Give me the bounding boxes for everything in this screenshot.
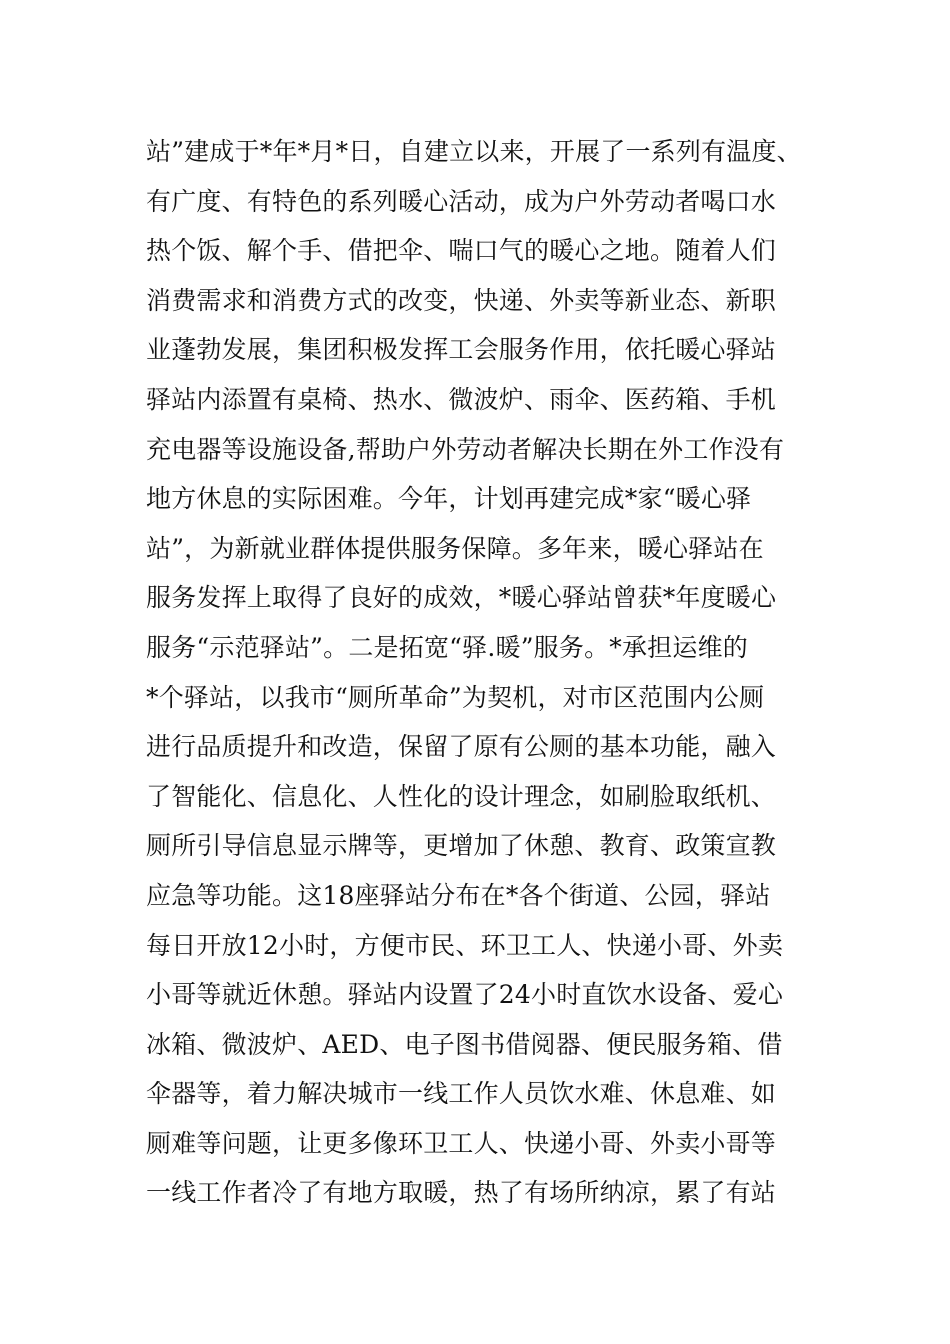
text-line: 伞器等，着力解决城市一线工作人员饮水难、休息难、如 — [146, 1079, 777, 1109]
text-line: 一线工作者冷了有地方取暖，热了有场所纳凉，累了有站 — [146, 1178, 777, 1208]
text-line: 应急等功能。这18座驿站分布在*各个街道、公园，驿站 — [146, 880, 771, 910]
text-line: 厕所引导信息显示牌等，更增加了休憩、教育、政策宣教 — [146, 831, 777, 861]
text-line: 了智能化、信息化、人性化的设计理念，如刷脸取纸机、 — [146, 781, 777, 811]
text-line: 站”，为新就业群体提供服务保障。多年来，暖心驿站在 — [146, 533, 764, 563]
text-line: 站”建成于*年*月*日，自建立以来，开展了一系列有温度、 — [146, 137, 802, 166]
text-line: 充电器等设施设备,帮助户外劳动者解决长期在外工作没有 — [146, 434, 785, 464]
text-line: 服务发挥上取得了良好的成效，*暖心驿站曾获*年度暖心 — [146, 583, 777, 613]
text-line: 冰箱、微波炉、AED、电子图书借阅器、便民服务箱、借 — [146, 1029, 783, 1059]
text-line: 热个饭、解个手、借把伞、喘口气的暖心之地。随着人们 — [146, 236, 777, 266]
text-line: 消费需求和消费方式的改变，快递、外卖等新业态、新职 — [146, 285, 777, 315]
text-line: 业蓬勃发展，集团积极发挥工会服务作用，依托暖心驿站 — [146, 335, 777, 365]
text-line: 厕难等问题，让更多像环卫工人、快递小哥、外卖小哥等 — [146, 1128, 777, 1158]
body-paragraph — [146, 127, 846, 1218]
text-line: *个驿站，以我市“厕所革命”为契机，对市区范围内公厕 — [146, 682, 765, 712]
text-line: 有广度、有特色的系列暖心活动，成为户外劳动者喝口水 — [146, 186, 777, 216]
text-line: 服务“示范驿站”。二是拓宽“驿.暖”服务。*承担运维的 — [146, 632, 748, 662]
text-line: 小哥等就近休憩。驿站内设置了24小时直饮水设备、爱心 — [146, 980, 784, 1010]
text-line: 地方休息的实际困难。今年，计划再建完成*家“暖心驿 — [146, 484, 752, 514]
text-line: 每日开放12小时，方便市民、环卫工人、快递小哥、外卖 — [146, 930, 784, 960]
text-line: 驿站内添置有桌椅、热水、微波炉、雨伞、医药箱、手机 — [146, 384, 777, 414]
text-line: 进行品质提升和改造，保留了原有公厕的基本功能，融入 — [146, 732, 777, 762]
